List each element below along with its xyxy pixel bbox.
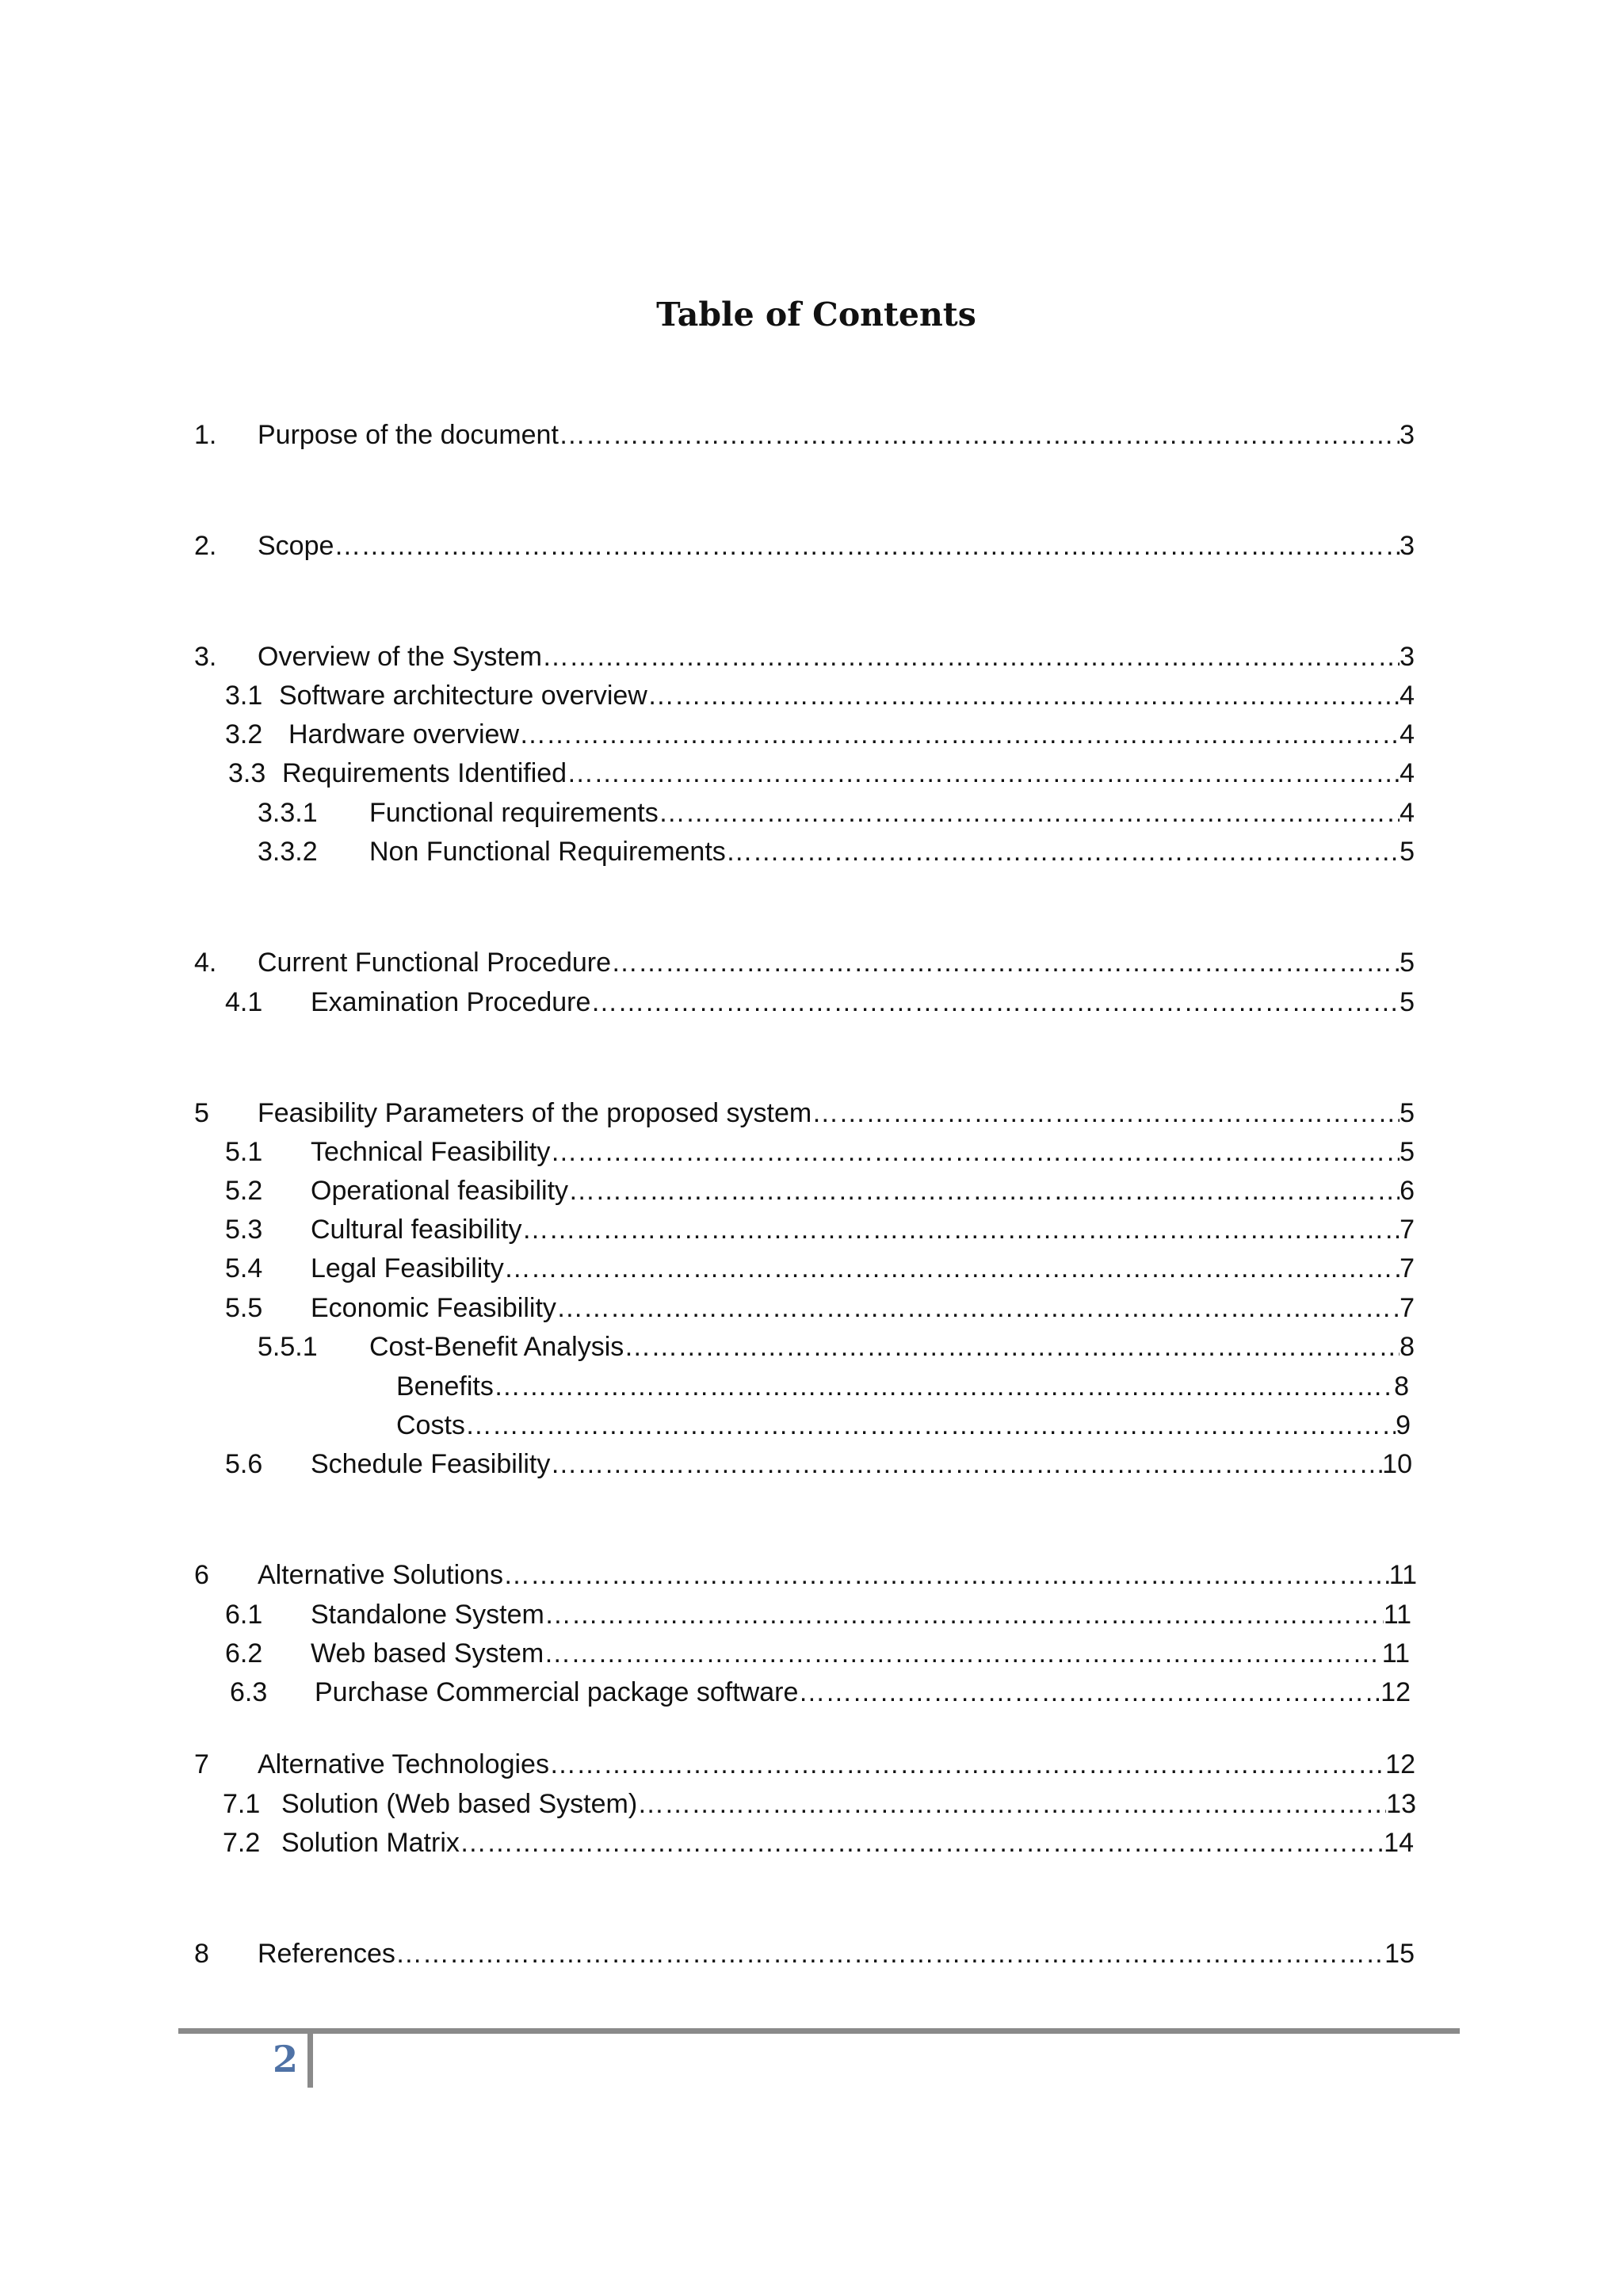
toc-leader-dots bbox=[519, 715, 1400, 754]
toc-entry-benefits[interactable] bbox=[396, 1367, 1409, 1406]
toc-entry-5-3[interactable] bbox=[225, 1210, 1415, 1249]
toc-entry-label: Solution Matrix bbox=[281, 1828, 460, 1858]
toc-entry-label: Cost-Benefit Analysis bbox=[369, 1332, 624, 1362]
toc-leader-dots bbox=[647, 676, 1400, 715]
toc-leader-dots bbox=[624, 1327, 1400, 1367]
toc-entry-5-4[interactable] bbox=[225, 1249, 1415, 1288]
toc-entry-label: Feasibility Parameters of the proposed system bbox=[258, 1098, 812, 1128]
toc-leader-dots bbox=[726, 832, 1400, 871]
toc-entry-number: 3.2 bbox=[225, 719, 263, 749]
toc-entry-label: Software architecture overview bbox=[279, 681, 647, 711]
toc-entry-number: 5.4 bbox=[225, 1253, 263, 1283]
toc-entry-4-1[interactable] bbox=[225, 982, 1415, 1022]
toc-entry-label: Costs bbox=[396, 1410, 465, 1440]
toc-entry-number: 3.3 bbox=[228, 758, 266, 788]
toc-entry-5[interactable] bbox=[194, 1093, 1415, 1133]
toc-entry-page: 12 bbox=[1385, 1749, 1415, 1779]
toc-leader-dots bbox=[465, 1405, 1396, 1445]
toc-entry-page: 5 bbox=[1400, 1098, 1415, 1128]
toc-entry-page: 3 bbox=[1400, 531, 1415, 561]
toc-entry-page: 4 bbox=[1400, 758, 1415, 788]
toc-entry-label: Overview of the System bbox=[258, 642, 543, 672]
toc-entry-page: 11 bbox=[1381, 1638, 1410, 1669]
toc-entry-number: 6.2 bbox=[225, 1638, 263, 1669]
toc-entry-5-6[interactable] bbox=[225, 1444, 1412, 1484]
toc-entry-label: Hardware overview bbox=[288, 719, 519, 749]
toc-entry-number: 5.3 bbox=[225, 1215, 263, 1245]
toc-leader-dots bbox=[812, 1093, 1400, 1133]
toc-entry-number: 5.1 bbox=[225, 1137, 263, 1167]
toc-entry-7-2[interactable] bbox=[223, 1823, 1414, 1863]
toc-entry-label: Technical Feasibility bbox=[311, 1137, 551, 1167]
toc-entry-page: 4 bbox=[1400, 798, 1415, 828]
toc-leader-dots bbox=[611, 943, 1400, 982]
toc-leader-dots bbox=[460, 1823, 1384, 1863]
toc-leader-dots bbox=[637, 1784, 1386, 1824]
toc-entry-page: 7 bbox=[1400, 1215, 1415, 1245]
toc-entry-page: 12 bbox=[1381, 1677, 1411, 1707]
toc-leader-dots bbox=[521, 1210, 1400, 1249]
toc-leader-dots bbox=[659, 793, 1400, 833]
page-number: 2 bbox=[272, 2038, 298, 2081]
toc-entry-2[interactable] bbox=[194, 526, 1415, 566]
toc-entry-3-1[interactable] bbox=[225, 676, 1415, 715]
toc-leader-dots bbox=[395, 1934, 1384, 1974]
toc-entry-3-3-1[interactable] bbox=[258, 793, 1415, 833]
toc-leader-dots bbox=[494, 1367, 1394, 1406]
toc-leader-dots bbox=[544, 1634, 1382, 1673]
toc-entry-label: Purpose of the document bbox=[258, 420, 559, 450]
toc-entry-7[interactable] bbox=[194, 1745, 1415, 1784]
toc-entry-number: 7.2 bbox=[223, 1828, 261, 1858]
toc-entry-label: Examination Procedure bbox=[311, 987, 591, 1017]
toc-entry-5-1[interactable] bbox=[225, 1132, 1415, 1172]
toc-leader-dots bbox=[503, 1555, 1389, 1595]
toc-leader-dots bbox=[542, 637, 1400, 677]
toc-entry-6-3[interactable] bbox=[230, 1672, 1411, 1712]
toc-entry-page: 7 bbox=[1400, 1253, 1415, 1283]
toc-entry-label: Legal Feasibility bbox=[311, 1253, 504, 1283]
toc-entry-label: Schedule Feasibility bbox=[311, 1449, 551, 1479]
toc-entry-3-2[interactable] bbox=[225, 715, 1415, 754]
toc-entry-7-1[interactable] bbox=[223, 1784, 1416, 1824]
toc-entry-page: 3 bbox=[1400, 642, 1415, 672]
toc-entry-label: Benefits bbox=[396, 1371, 494, 1402]
toc-leader-dots bbox=[590, 982, 1400, 1022]
toc-entry-label: References bbox=[258, 1939, 395, 1969]
toc-leader-dots bbox=[549, 1745, 1385, 1784]
toc-entry-number: 5.5.1 bbox=[258, 1332, 318, 1362]
toc-entry-number: 6.3 bbox=[230, 1677, 268, 1707]
toc-entry-number: 6 bbox=[194, 1560, 209, 1590]
toc-entry-page: 6 bbox=[1400, 1176, 1415, 1206]
toc-entry-6-2[interactable] bbox=[225, 1634, 1410, 1673]
toc-entry-number: 5 bbox=[194, 1098, 209, 1128]
toc-entry-number: 2. bbox=[194, 531, 217, 561]
toc-entry-page: 8 bbox=[1400, 1332, 1415, 1362]
toc-entry-label: Alternative Technologies bbox=[258, 1749, 549, 1779]
toc-entry-page: 9 bbox=[1396, 1410, 1411, 1440]
toc-entry-page: 4 bbox=[1400, 719, 1415, 749]
toc-entry-page: 4 bbox=[1400, 681, 1415, 711]
toc-entry-page: 10 bbox=[1382, 1449, 1412, 1479]
toc-entry-page: 5 bbox=[1400, 837, 1415, 867]
toc-entry-page: 5 bbox=[1400, 1137, 1415, 1167]
toc-entry-number: 5.6 bbox=[225, 1449, 263, 1479]
toc-entry-page: 7 bbox=[1400, 1293, 1415, 1323]
toc-entry-page: 5 bbox=[1400, 948, 1415, 978]
toc-entry-label: Purchase Commercial package software bbox=[315, 1677, 799, 1707]
toc-entry-number: 7 bbox=[194, 1749, 209, 1779]
toc-entry-6[interactable] bbox=[194, 1555, 1417, 1595]
toc-leader-dots bbox=[550, 1132, 1400, 1172]
toc-entry-page: 3 bbox=[1400, 420, 1415, 450]
toc-entry-number: 5.5 bbox=[225, 1293, 263, 1323]
toc-entry-label: Standalone System bbox=[311, 1600, 544, 1630]
toc-entry-number: 4.1 bbox=[225, 987, 263, 1017]
toc-leader-dots bbox=[550, 1444, 1382, 1484]
toc-entry-page: 13 bbox=[1386, 1789, 1416, 1819]
toc-entry-label: Scope bbox=[258, 531, 334, 561]
footer-rule bbox=[178, 2028, 1460, 2034]
toc-entry-page: 11 bbox=[1383, 1600, 1411, 1630]
toc-entry-5-5-1[interactable] bbox=[258, 1327, 1415, 1367]
toc-entry-label: Web based System bbox=[311, 1638, 544, 1669]
toc-entry-page: 8 bbox=[1394, 1371, 1409, 1402]
toc-entry-costs[interactable] bbox=[396, 1405, 1411, 1445]
toc-entry-3-3[interactable] bbox=[228, 753, 1415, 793]
toc-entry-5-5[interactable] bbox=[225, 1288, 1415, 1328]
toc-entry-1[interactable] bbox=[194, 415, 1415, 455]
toc-entry-label: Alternative Solutions bbox=[258, 1560, 503, 1590]
toc-entry-label: Non Functional Requirements bbox=[369, 837, 726, 867]
toc-leader-dots bbox=[334, 526, 1400, 566]
toc-entry-number: 3. bbox=[194, 642, 217, 672]
toc-entry-5-2[interactable] bbox=[225, 1171, 1415, 1211]
toc-entry-6-1[interactable] bbox=[225, 1595, 1411, 1634]
toc-leader-dots bbox=[567, 753, 1400, 793]
toc-leader-dots bbox=[544, 1595, 1384, 1634]
toc-leader-dots bbox=[568, 1171, 1400, 1211]
toc-entry-number: 7.1 bbox=[223, 1789, 261, 1819]
toc-entry-number: 3.3.2 bbox=[258, 837, 318, 867]
page-title: Table of Contents bbox=[656, 296, 976, 334]
toc-entry-number: 3.3.1 bbox=[258, 798, 318, 828]
footer-divider bbox=[307, 2034, 313, 2088]
toc-entry-label: Operational feasibility bbox=[311, 1176, 569, 1206]
toc-entry-label: Cultural feasibility bbox=[311, 1215, 522, 1245]
toc-entry-number: 3.1 bbox=[225, 681, 263, 711]
toc-leader-dots bbox=[504, 1249, 1400, 1288]
toc-entry-3-3-2[interactable] bbox=[258, 832, 1415, 871]
toc-entry-4[interactable] bbox=[194, 943, 1415, 982]
toc-leader-dots bbox=[556, 1288, 1400, 1328]
toc-entry-3[interactable] bbox=[194, 637, 1415, 677]
toc-entry-label: Functional requirements bbox=[369, 798, 659, 828]
toc-entry-page: 14 bbox=[1384, 1828, 1414, 1858]
toc-entry-page: 15 bbox=[1384, 1939, 1415, 1969]
toc-entry-number: 4. bbox=[194, 948, 217, 978]
toc-entry-label: Current Functional Procedure bbox=[258, 948, 612, 978]
toc-entry-number: 6.1 bbox=[225, 1600, 263, 1630]
toc-entry-number: 8 bbox=[194, 1939, 209, 1969]
toc-leader-dots bbox=[559, 415, 1400, 455]
toc-entry-label: Solution (Web based System) bbox=[281, 1789, 638, 1819]
toc-entry-label: Requirements Identified bbox=[282, 758, 567, 788]
toc-entry-8[interactable] bbox=[194, 1934, 1415, 1974]
toc-entry-number: 1. bbox=[194, 420, 217, 450]
toc-entry-page: 11 bbox=[1388, 1560, 1417, 1590]
toc-leader-dots bbox=[798, 1672, 1381, 1712]
toc-entry-label: Economic Feasibility bbox=[311, 1293, 556, 1323]
toc-entry-page: 5 bbox=[1400, 987, 1415, 1017]
toc-entry-number: 5.2 bbox=[225, 1176, 263, 1206]
